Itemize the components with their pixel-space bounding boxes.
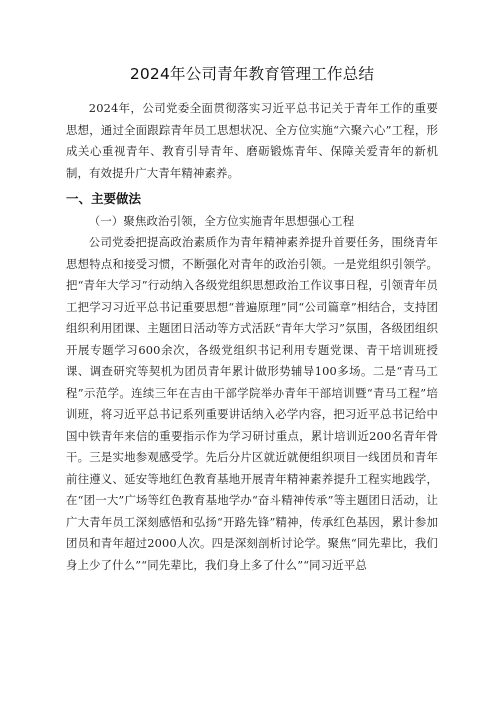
intro-paragraph: 2024年，公司党委全面贯彻落实习近平总书记关于青年工作的重要思想，通过全面跟踪青年员工思想状况、全方位实施“六聚六心”工程，形成关心重视青年、教育引导青年、磨砺锻炼青年、保障关爱青年的新机制，有效提升广大青年精神素养。 <box>66 101 438 180</box>
document-title: 2024年公司青年教育管理工作总结 <box>129 65 375 83</box>
body-paragraph-political-guidance: 公司党委把提高政治素质作为青年精神素养提升首要任务，围绕青年思想特点和接受习惯，不断强化对青年的政治引领。一是党组织引领学。把“青年大学习”行动纳入各级党组织思想政治工作议事日程，引领青年员工把学习习近平总书记重要思想“普遍原理”同“公司篇章”相结合，支持团组织利用团课、主题团日活动等方式活跃“青年大学习”氛围，各级团组织开展专题学习600余次，各级党组织书记利用专题党课、青干培训班授课、调查研究等契机为团员青年累计做形势辅导100多场。二是“青马工程”示范学。连续三年在吉由干部学院举办青年干部培训暨“青马工程”培训班，将习近平总书记系列重要讲话纳入必学内容，把习近平总书记给中国中铁青年来信的重要指示作为学习研讨重点，累计培训近200名青年骨干。三是实地参观感受学。先后分片区就近就便组织项目一线团员和青年前往遵义、延安等地红色教育基地开展青年精神素养提升工程实地践学，在“团一大”广场等红色教育基地学办“奋斗精神传承”等主题团日活动，让广大青年员工深刻感悟和弘扬“开路先锋”精神，传承红色基因，累计参加团员和青年超过2000人次。四是深刻剖析讨论学。聚焦“同先辈比，我们身上少了什么”“同先辈比，我们身上多了什么”“同习近平总 <box>66 235 438 572</box>
subsection-heading-political-guidance: （一）聚焦政治引领，全方位实施青年思想强心工程 <box>88 214 355 228</box>
section-heading-main-practices: 一、主要做法 <box>66 191 142 206</box>
